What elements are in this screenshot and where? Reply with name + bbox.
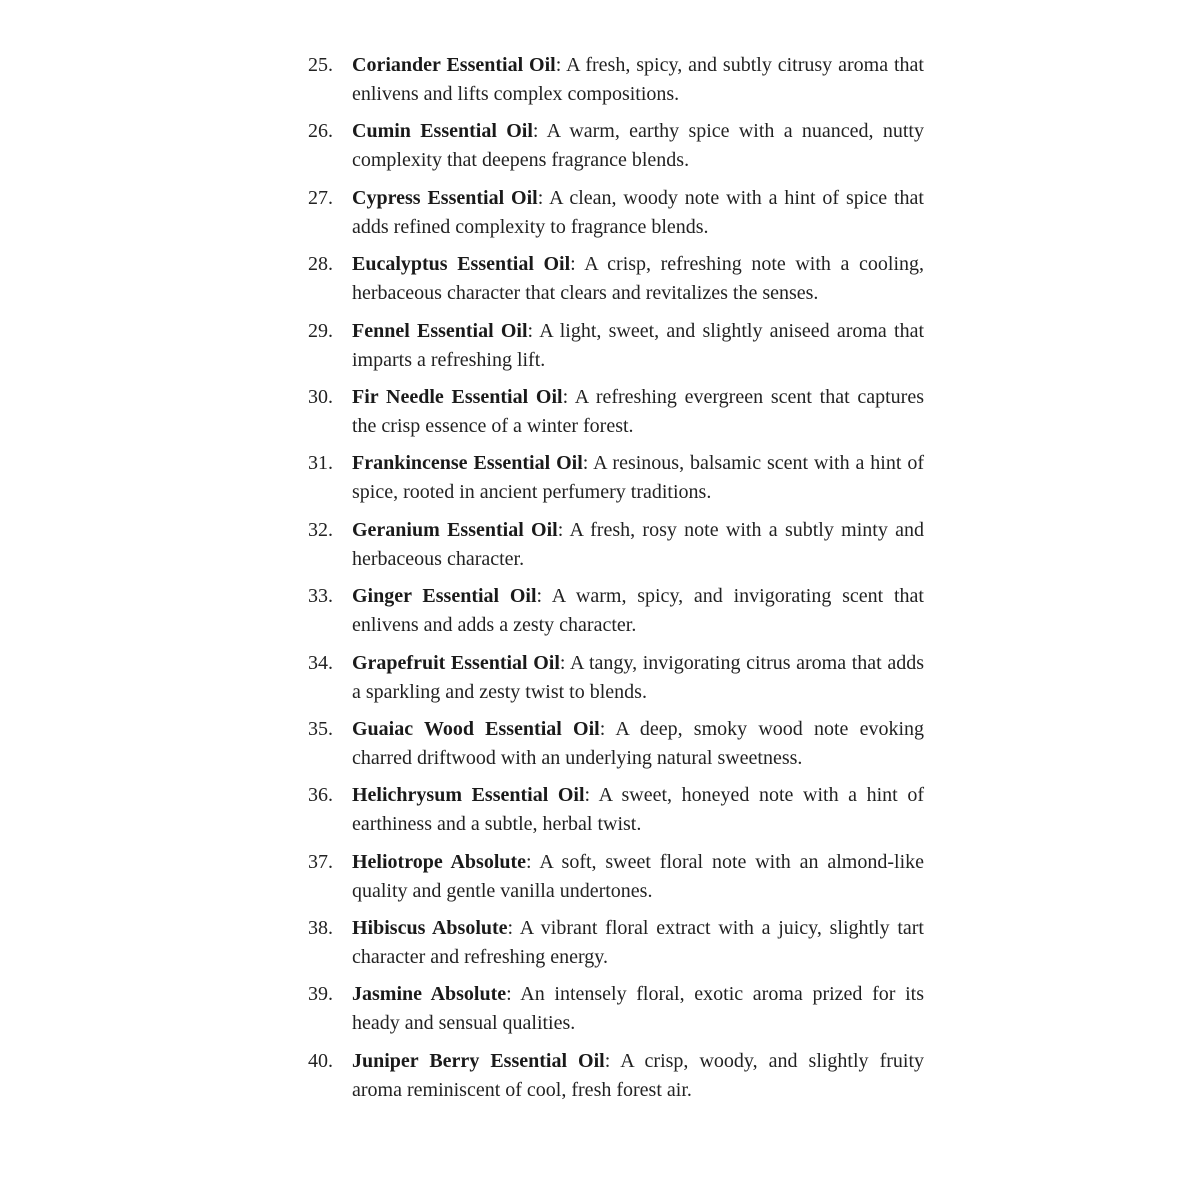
list-item <box>306 715 924 781</box>
item-number: 30. <box>308 385 333 408</box>
item-number: 34. <box>308 651 333 674</box>
item-name: Ginger Essential Oil <box>352 585 537 608</box>
item-name: Cypress Essential Oil <box>352 186 538 209</box>
list-item <box>306 51 924 117</box>
item-description: : A resinous, balsamic scent with a hint of spice, rooted in ancient perfumery traditions. <box>352 452 925 504</box>
item-number: 27. <box>308 186 333 209</box>
item-number: 26. <box>308 120 333 143</box>
item-description: : A refreshing evergreen scent that captures the crisp essence of a winter forest. <box>352 385 924 437</box>
item-name: Fir Needle Essential Oil <box>352 385 563 408</box>
list-item <box>306 649 924 715</box>
item-description: : A deep, smoky wood note evoking charred driftwood with an underlying natural sweetness. <box>352 717 924 769</box>
item-name: Guaiac Wood Essential Oil <box>352 717 600 740</box>
list-item <box>306 317 924 383</box>
item-number: 28. <box>308 253 333 276</box>
item-name: Eucalyptus Essential Oil <box>352 253 571 276</box>
item-description: : A tangy, invigorating citrus aroma that adds a sparkling and zesty twist to blends. <box>352 651 924 703</box>
item-name: Helichrysum Essential Oil <box>352 784 585 807</box>
list-item <box>306 449 924 515</box>
item-description: : A crisp, woody, and slightly fruity aroma reminiscent of cool, fresh forest air. <box>352 1049 924 1101</box>
item-description: : A fresh, rosy note with a subtly minty and herbaceous character. <box>352 518 924 570</box>
item-number: 36. <box>308 784 333 807</box>
list-item <box>306 980 924 1046</box>
list-item <box>306 582 924 648</box>
list-item <box>306 184 924 250</box>
item-number: 33. <box>308 585 333 608</box>
list-item <box>306 1047 924 1113</box>
item-number: 32. <box>308 518 333 541</box>
item-number: 37. <box>308 850 333 873</box>
item-number: 29. <box>308 319 333 342</box>
list-item <box>306 781 924 847</box>
item-description: : A sweet, honeyed note with a hint of earthiness and a subtle, herbal twist. <box>352 784 924 836</box>
item-number: 25. <box>308 54 333 76</box>
item-number: 39. <box>308 983 333 1006</box>
essential-oil-list <box>306 51 924 1113</box>
item-description: : A warm, spicy, and invigorating scent that enlivens and adds a zesty character. <box>352 585 924 637</box>
item-number: 40. <box>308 1049 333 1072</box>
item-description: : A fresh, spicy, and subtly citrusy aroma that enlivens and lifts complex compositions. <box>352 54 924 105</box>
item-description: : A light, sweet, and slightly aniseed aroma that imparts a refreshing lift. <box>352 319 925 371</box>
list-item <box>306 250 924 316</box>
item-description: : A clean, woody note with a hint of spice that adds refined complexity to fragrance blends. <box>352 186 924 238</box>
item-name: Frankincense Essential Oil <box>352 452 583 475</box>
item-description: : A vibrant floral extract with a juicy, slightly tart character and refreshing energy. <box>352 917 924 969</box>
list-item <box>306 117 924 183</box>
item-name: Coriander Essential Oil <box>352 54 556 76</box>
list-item <box>306 383 924 449</box>
item-name: Juniper Berry Essential Oil <box>352 1049 605 1072</box>
document-page <box>306 51 924 1113</box>
item-description: : An intensely floral, exotic aroma prized for its heady and sensual qualities. <box>352 983 924 1035</box>
list-item <box>306 848 924 914</box>
item-description: : A crisp, refreshing note with a cooling, herbaceous character that clears and revitalizes the senses. <box>352 253 924 305</box>
item-name: Cumin Essential Oil <box>352 120 533 143</box>
item-number: 31. <box>308 452 333 475</box>
item-name: Grapefruit Essential Oil <box>352 651 560 674</box>
item-name: Geranium Essential Oil <box>352 518 558 541</box>
item-name: Hibiscus Absolute <box>352 917 508 940</box>
item-description: : A warm, earthy spice with a nuanced, nutty complexity that deepens fragrance blends. <box>352 120 924 172</box>
item-name: Jasmine Absolute <box>352 983 507 1006</box>
item-number: 38. <box>308 917 333 940</box>
item-name: Heliotrope Absolute <box>352 850 527 873</box>
item-description: : A soft, sweet floral note with an almond-like quality and gentle vanilla undertones. <box>352 850 925 902</box>
list-item <box>306 914 924 980</box>
item-number: 35. <box>308 717 333 740</box>
list-item <box>306 516 924 582</box>
item-name: Fennel Essential Oil <box>352 319 528 342</box>
